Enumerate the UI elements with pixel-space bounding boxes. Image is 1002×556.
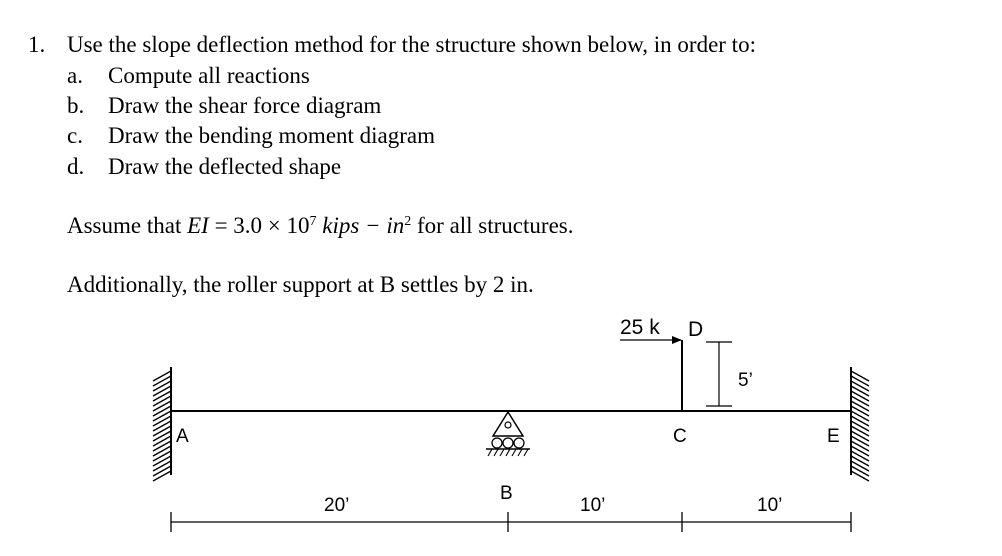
point-label-c: C bbox=[673, 426, 687, 447]
task-a: Compute all reactions bbox=[108, 63, 310, 88]
ei-units-exponent: 2 bbox=[404, 214, 412, 229]
task-letter-b: b. bbox=[67, 93, 85, 118]
dimension-label-bc: 10’ bbox=[580, 495, 606, 516]
post-height-dimension bbox=[706, 342, 732, 406]
structure-diagram bbox=[0, 300, 1002, 556]
stiffness-assumption bbox=[67, 212, 573, 240]
ei-units: kips − in bbox=[322, 213, 405, 238]
settlement-statement: Additionally, the roller support at B settles by 2 in. bbox=[67, 272, 534, 297]
point-label-d: D bbox=[688, 318, 704, 341]
roller-support-b bbox=[486, 412, 530, 456]
task-letter-d: d. bbox=[67, 154, 85, 179]
fixed-support-e bbox=[851, 367, 869, 481]
ei-symbol: EI bbox=[187, 213, 209, 238]
load-label: 25 k bbox=[620, 316, 660, 339]
point-label-e: E bbox=[827, 426, 840, 447]
problem-number: 1. bbox=[28, 32, 46, 57]
dimension-line bbox=[171, 512, 851, 532]
post-height-label: 5’ bbox=[738, 370, 753, 391]
point-label-a: A bbox=[176, 426, 189, 447]
assume-suffix: for all structures. bbox=[417, 213, 574, 238]
task-d: Draw the deflected shape bbox=[108, 154, 342, 179]
task-c: Draw the bending moment diagram bbox=[108, 123, 436, 148]
task-b: Draw the shear force diagram bbox=[108, 93, 382, 118]
fixed-support-a bbox=[153, 367, 171, 481]
dimension-label-ab: 20’ bbox=[324, 495, 350, 516]
ei-exponent: 7 bbox=[309, 214, 317, 229]
problem-intro: Use the slope deflection method for the structure shown below, in order to: bbox=[67, 32, 756, 57]
task-letter-a: a. bbox=[67, 63, 83, 88]
task-letter-c: c. bbox=[67, 123, 83, 148]
dimension-label-ce: 10’ bbox=[757, 495, 783, 516]
point-label-b: B bbox=[500, 483, 513, 504]
ei-value: = 3.0 × 10 bbox=[214, 213, 310, 238]
assume-prefix: Assume that bbox=[67, 213, 182, 238]
